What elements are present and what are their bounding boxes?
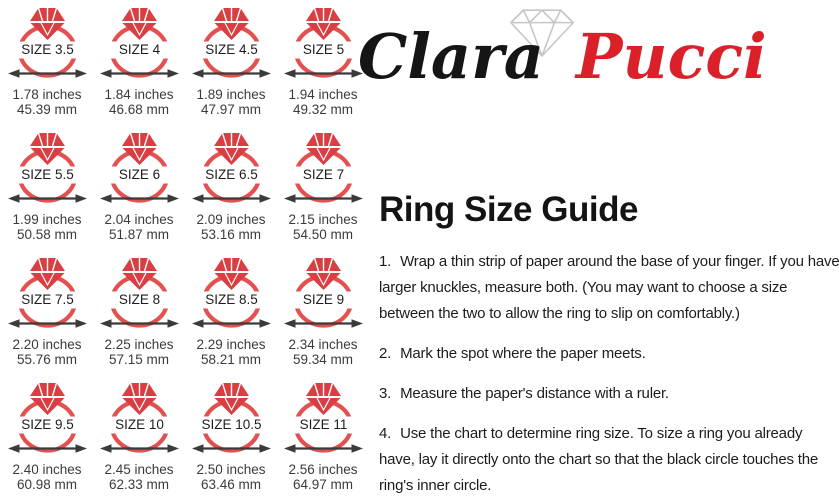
page-title: Ring Size Guide (379, 190, 638, 229)
ring-size-label: SIZE 8.5 (204, 292, 258, 307)
step-text: Use the chart to determine ring size. To size a ring you already have, lay it directly onto the chart so that the black circle touches the ring's inner circle. (379, 425, 818, 494)
ring-size-label: SIZE 10.5 (200, 417, 262, 432)
ring-diameter-inches: 2.50 inches (196, 462, 266, 477)
ring-illustration (94, 127, 185, 207)
ring-dimensions (104, 212, 173, 242)
ring-illustration (278, 252, 369, 332)
brand-name (358, 18, 767, 96)
ring-size-label: SIZE 8 (118, 292, 160, 307)
ring-illustration (2, 2, 93, 82)
ring-illustration (186, 127, 277, 207)
ring-diameter-inches: 2.29 inches (196, 337, 266, 352)
step-text: Mark the spot where the paper meets. (400, 345, 646, 362)
ring-size-label: SIZE 4 (118, 42, 160, 57)
ring-size-cell (1, 250, 93, 375)
ring-diameter-mm: 60.98 mm (16, 477, 78, 492)
ring-size-cell (93, 250, 185, 375)
ring-size-label: SIZE 11 (299, 417, 347, 432)
ring-diameter-mm: 64.97 mm (292, 477, 354, 492)
ring-dimensions (12, 87, 81, 117)
ring-size-cell (185, 125, 277, 250)
ring-size-cell (185, 0, 277, 125)
ring-dimensions (104, 87, 173, 117)
ring-dimensions (12, 462, 81, 492)
ring-diameter-inches: 1.78 inches (12, 87, 82, 102)
ring-size-cell (277, 375, 369, 500)
ring-size-cell (277, 250, 369, 375)
ring-dimensions (104, 337, 173, 367)
ring-illustration (278, 2, 369, 82)
ring-diameter-inches: 2.56 inches (288, 462, 358, 477)
step-number: 4. (379, 425, 392, 442)
ring-dimensions (196, 87, 265, 117)
ring-diameter-mm: 49.32 mm (292, 102, 354, 117)
step-text: Wrap a thin strip of paper around the base of your finger. If you have larger knuckles, measure both. (You may want to choose a size between the two to allow the ring to slip on comfortably.) (379, 253, 839, 322)
ring-illustration (278, 377, 369, 457)
ring-diameter-mm: 45.39 mm (16, 102, 78, 117)
ring-diameter-mm: 54.50 mm (292, 227, 354, 242)
ring-diameter-inches: 1.84 inches (104, 87, 174, 102)
ring-diameter-mm: 55.76 mm (16, 352, 78, 367)
ring-diameter-mm: 53.16 mm (200, 227, 262, 242)
brand-logo (356, 4, 838, 122)
ring-size-label: SIZE 9.5 (20, 417, 74, 432)
ring-size-cell (1, 125, 93, 250)
ring-illustration (2, 252, 93, 332)
ring-size-cell (93, 375, 185, 500)
ring-dimensions (288, 87, 357, 117)
ring-diameter-inches: 1.89 inches (196, 87, 266, 102)
ring-dimensions (104, 462, 173, 492)
brand-name-clara: Clara (358, 20, 544, 93)
ring-size-label: SIZE 5 (302, 42, 344, 57)
ring-illustration (94, 2, 185, 82)
ring-diameter-mm: 58.21 mm (200, 352, 262, 367)
ring-illustration (186, 252, 277, 332)
ring-diameter-mm: 57.15 mm (108, 352, 170, 367)
step-number: 3. (379, 385, 392, 402)
ring-diameter-mm: 62.33 mm (108, 477, 170, 492)
ring-diameter-inches: 2.09 inches (196, 212, 266, 227)
ring-size-cell (1, 375, 93, 500)
ring-illustration (278, 127, 369, 207)
instruction-step-2 (379, 341, 839, 367)
ring-diameter-inches: 1.99 inches (12, 212, 82, 227)
ring-diameter-mm: 46.68 mm (108, 102, 170, 117)
brand-name-pucci: Pucci (575, 20, 767, 93)
step-number: 2. (379, 345, 392, 362)
ring-illustration (2, 127, 93, 207)
ring-diameter-mm: 59.34 mm (292, 352, 354, 367)
ring-size-cell (93, 125, 185, 250)
ring-diameter-mm: 63.46 mm (200, 477, 262, 492)
instructions-list (379, 249, 839, 501)
ring-dimensions (196, 212, 265, 242)
instruction-step-3 (379, 381, 839, 407)
ring-illustration (186, 2, 277, 82)
ring-diameter-inches: 2.15 inches (288, 212, 358, 227)
ring-diameter-mm: 50.58 mm (16, 227, 78, 242)
ring-diameter-inches: 2.34 inches (288, 337, 358, 352)
ring-illustration (186, 377, 277, 457)
ring-diameter-inches: 2.04 inches (104, 212, 174, 227)
ring-size-label: SIZE 9 (302, 292, 344, 307)
ring-size-cell (185, 375, 277, 500)
ring-diameter-inches: 2.45 inches (104, 462, 174, 477)
ring-size-chart (1, 0, 369, 500)
ring-illustration (94, 377, 185, 457)
instruction-step-1 (379, 249, 839, 327)
ring-size-label: SIZE 6 (118, 167, 160, 182)
ring-size-label: SIZE 4.5 (204, 42, 258, 57)
ring-size-cell (277, 125, 369, 250)
ring-size-cell (185, 250, 277, 375)
ring-illustration (2, 377, 93, 457)
instruction-step-4 (379, 421, 839, 499)
ring-diameter-inches: 2.25 inches (104, 337, 174, 352)
ring-diameter-mm: 51.87 mm (108, 227, 170, 242)
ring-dimensions (288, 337, 357, 367)
ring-diameter-inches: 2.40 inches (12, 462, 82, 477)
ring-dimensions (288, 212, 357, 242)
ring-size-label: SIZE 6.5 (204, 167, 258, 182)
step-text: Measure the paper's distance with a ruler. (400, 385, 669, 402)
ring-diameter-inches: 1.94 inches (288, 87, 358, 102)
ring-size-label: SIZE 10 (114, 417, 164, 432)
ring-size-label: SIZE 7 (302, 167, 344, 182)
ring-diameter-inches: 2.20 inches (12, 337, 82, 352)
ring-dimensions (12, 337, 81, 367)
ring-dimensions (288, 462, 357, 492)
ring-size-label: SIZE 7.5 (20, 292, 74, 307)
ring-size-label: SIZE 5.5 (20, 167, 74, 182)
ring-illustration (94, 252, 185, 332)
ring-dimensions (196, 462, 265, 492)
ring-size-cell (93, 0, 185, 125)
ring-size-cell (1, 0, 93, 125)
step-number: 1. (379, 253, 392, 270)
ring-diameter-mm: 47.97 mm (200, 102, 262, 117)
ring-size-label: SIZE 3.5 (20, 42, 74, 57)
ring-dimensions (196, 337, 265, 367)
ring-dimensions (12, 212, 81, 242)
